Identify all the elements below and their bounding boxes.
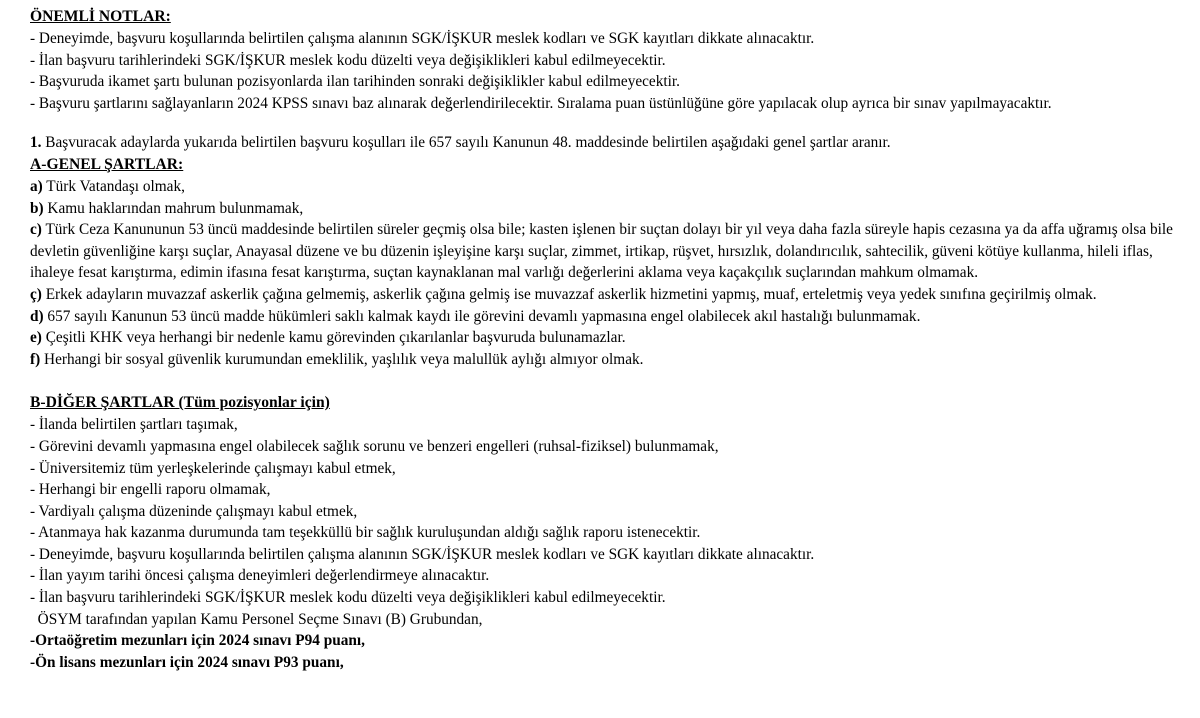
general-item-text: 657 sayılı Kanunun 53 üncü madde hükümleri saklı kalmak kaydı ile görevini devamlı yapmasına engel olabilecek akıl hastalığı bulunmamak. [43,307,921,325]
intro-text: Başvuracak adaylarda yukarıda belirtilen başvuru koşulları ile 657 sayılı Kanunun 48. maddesinde belirtilen aşağıdaki genel şartlar aranır. [41,134,891,152]
general-item [30,306,1178,328]
general-item-letter: a) [30,177,43,195]
important-notes-heading: ÖNEMLİ NOTLAR: [30,8,171,25]
general-item [30,219,1178,284]
other-item: - Deneyimde, başvuru koşullarında belirtilen çalışma alanının SGK/İŞKUR meslek kodları ve SGK kayıtları dikkate alınacaktır. [30,545,815,563]
general-item-text: Kamu haklarından mahrum bulunmamak, [43,199,304,217]
other-item: ÖSYM tarafından yapılan Kamu Personel Seçme Sınavı (B) Grubundan, [30,610,483,628]
general-item-letter: b) [30,199,44,217]
general-item [30,284,1178,306]
note-line: - Deneyimde, başvuru koşullarında belirtilen çalışma alanının SGK/İŞKUR meslek kodları ve SGK kayıtları dikkate alınacaktır. [30,30,815,47]
other-item: - Görevini devamlı yapmasına engel olabilecek sağlık sorunu ve benzeri engelleri (ruhsal-fiziksel) bulunmamak, [30,437,719,455]
general-conditions-heading: A-GENEL ŞARTLAR: [30,155,184,173]
score-item: -Ön lisans mezunları için 2024 sınavı P93 puanı, [30,653,344,671]
intro-paragraph [30,132,1178,154]
general-item-text: Çeşitli KHK veya herhangi bir nedenle kamu görevinden çıkarılanlar başvuruda bulunamazlar. [41,329,626,347]
spacer [30,370,1178,392]
general-item-letter: e) [30,329,42,347]
general-item-letter: c) [30,221,42,239]
note-line: - İlan başvuru tarihlerindeki SGK/İŞKUR meslek kodu düzelti veya değişiklikleri kabul edilmeyecektir. [30,51,666,69]
other-item: - İlanda belirtilen şartları taşımak, [30,416,238,434]
note-line: - Başvuruda ikamet şartı bulunan pozisyonlarda ilan tarihinden sonraki değişiklikler kabul edilmeyecektir. [30,73,680,91]
note-line: - Başvuru şartlarını sağlayanların 2024 KPSS sınavı baz alınarak değerlendirilecektir. Sıralama puan üstünlüğüne göre yapılacak olup ayrıca bir sınav yapılmayacaktır. [30,94,1052,112]
general-item-text: Herhangi bir sosyal güvenlik kurumundan emeklilik, yaşlılık veya malullük aylığı almıyor olmak. [40,350,644,368]
general-item-text: Türk Vatandaşı olmak, [42,177,185,195]
general-item-letter: f) [30,350,41,368]
general-item [30,198,1178,220]
other-conditions-heading: B-DİĞER ŞARTLAR (Tüm pozisyonlar için) [30,394,330,412]
general-item [30,176,1178,198]
other-item: - İlan yayım tarihi öncesi çalışma deneyimleri değerlendirmeye alınacaktır. [30,567,490,585]
other-item: - Vardiyalı çalışma düzeninde çalışmayı kabul etmek, [30,502,358,520]
other-item: - Üniversitemiz tüm yerleşkelerinde çalışmayı kabul etmek, [30,459,396,477]
general-item-letter: d) [30,307,44,325]
intro-number: 1. [30,134,42,152]
score-item: -Ortaöğretim mezunları için 2024 sınavı P94 puanı, [30,632,365,650]
other-item: - İlan başvuru tarihlerindeki SGK/İŞKUR meslek kodu düzelti veya değişiklikleri kabul edilmeyecektir. [30,589,666,607]
general-item-text: Türk Ceza Kanununun 53 üncü maddesinde belirtilen süreler geçmiş olsa bile; kasten işlenen bir suçtan dolayı bir yıl veya daha fazla süreyle hapis cezasına ya da affa uğramış olsa bile devletin güvenliğine karşı suçlar, Anayasal düzene ve bu düzenin işleyişine karşı suçlar, zimmet, irtikap, rüşvet, hırsızlık, dolandırıcılık, sahtecilik, güveni kötüye kullanma, hileli iflas, ihaleye fesat karıştırma, edimin ifasına fesat karıştırma, suçtan kaynaklanan mal varlığı değerlerini aklama veya kaçakçılık suçlarından mahkum olmamak. [30,221,1177,282]
general-item [30,327,1178,349]
general-item-letter: ç) [30,285,42,303]
other-item: - Atanmaya hak kazanma durumunda tam teşekküllü bir sağlık kuruluşundan aldığı sağlık raporu istenecektir. [30,524,701,542]
general-item [30,349,1178,371]
general-item-text: Erkek adayların muvazzaf askerlik çağına gelmemiş, askerlik çağına gelmiş ise muvazzaf askerlik hizmetini yapmış, muaf, erteletmiş veya yedek sınıfına geçirilmiş olmak. [41,285,1097,303]
spacer [30,114,1178,132]
other-item: - Herhangi bir engelli raporu olmamak, [30,481,271,499]
